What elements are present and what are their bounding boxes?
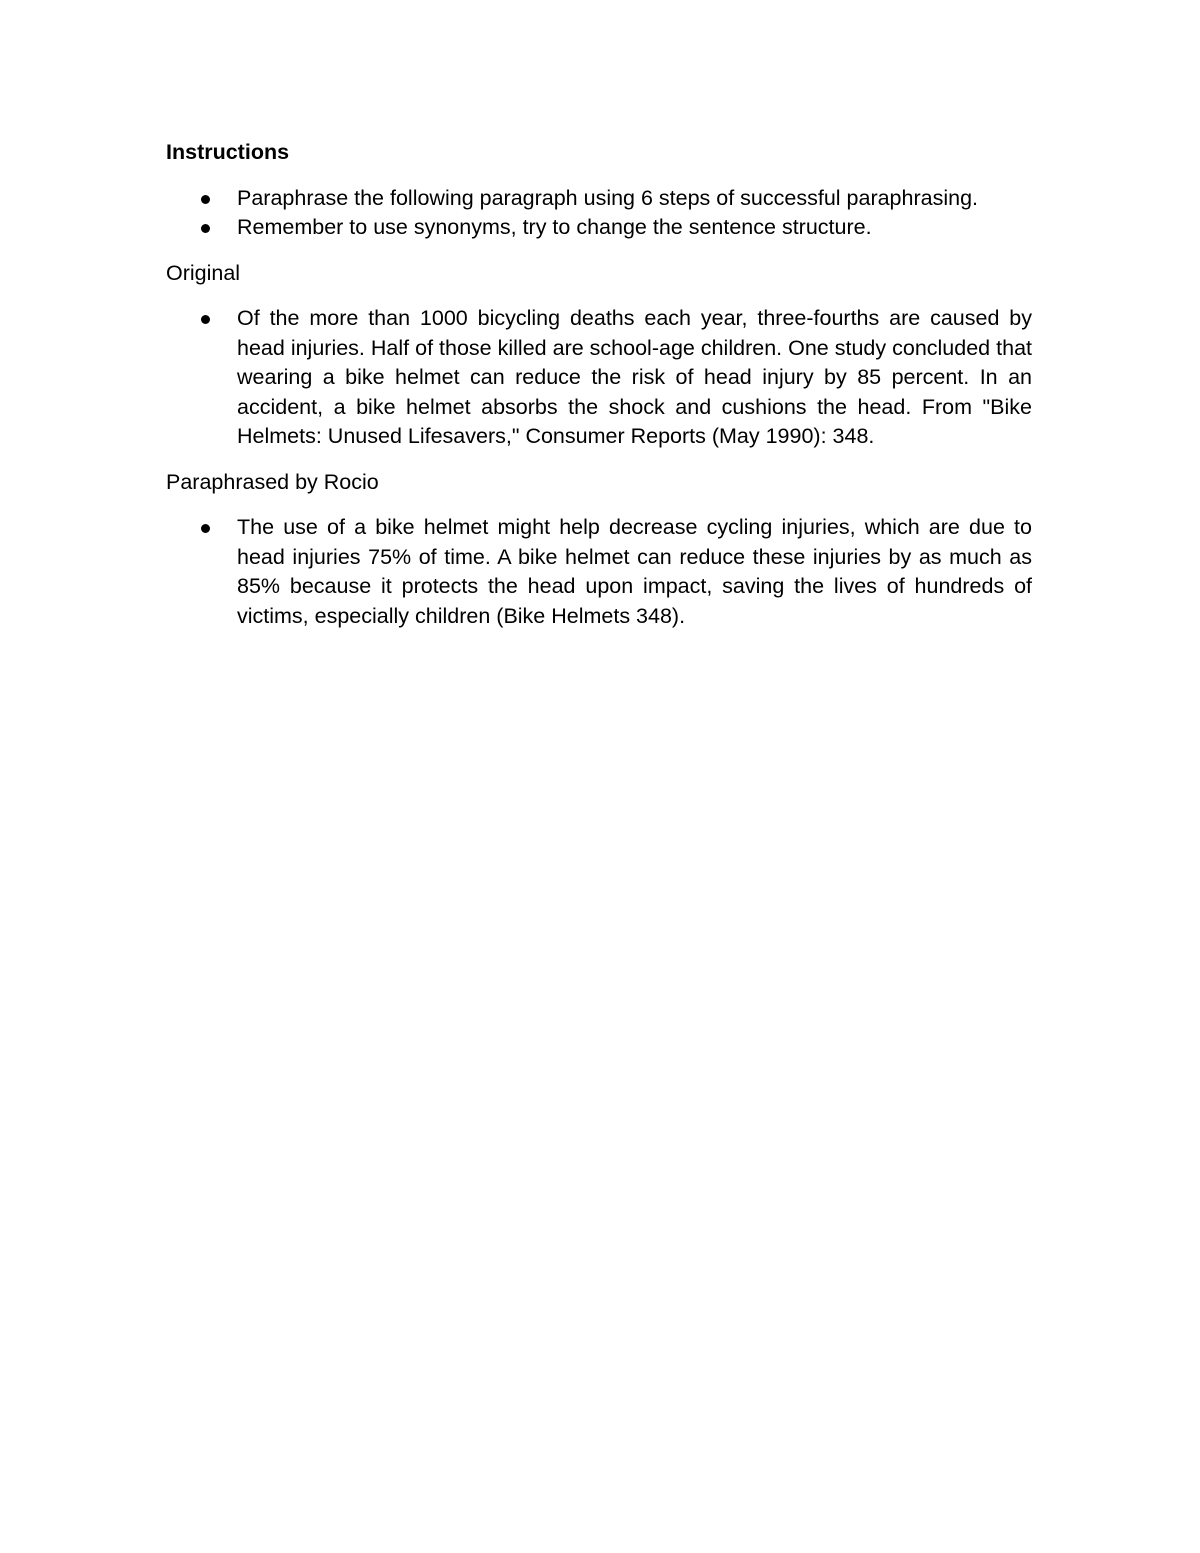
bullet-icon [201, 524, 210, 533]
list-item-text: The use of a bike helmet might help decrease cycling injuries, which are due to head injuries 75% of time. A bike helmet can reduce these injuries by as much as 85% because it protects the head upon impact, saving the lives of hundreds of victims, especially children (Bike Helmets 348). [237, 515, 1032, 628]
spacer [166, 288, 1032, 304]
document-body [166, 138, 1032, 631]
bullet-icon [201, 195, 210, 204]
list-item [166, 213, 1032, 243]
list-item-text: Paraphrase the following paragraph using 6 steps of successful paraphrasing. [237, 185, 979, 210]
spacer [166, 243, 1032, 259]
spacer [166, 452, 1032, 468]
list-item [166, 184, 1032, 214]
paraphrased-heading: Paraphrased by Rocio [166, 469, 379, 494]
list-item [166, 304, 1032, 452]
original-list [166, 304, 1032, 452]
original-heading: Original [166, 260, 241, 285]
bullet-icon [201, 224, 210, 233]
paraphrased-list [166, 513, 1032, 631]
list-item [166, 513, 1032, 631]
spacer [166, 168, 1032, 184]
instructions-heading: Instructions [166, 140, 290, 164]
spacer [166, 497, 1032, 513]
list-item-text: Of the more than 1000 bicycling deaths each year, three-fourths are caused by head injuries. Half of those killed are school-age children. One study concluded that wearing a bike helmet can reduce the risk of head injury by 85 percent. In an accident, a bike helmet absorbs the shock and cushions the head. From "Bike Helmets: Unused Lifesavers," Consumer Reports (May 1990): 348. [237, 306, 1032, 448]
instructions-list [166, 184, 1032, 243]
list-item-text: Remember to use synonyms, try to change the sentence structure. [237, 215, 872, 239]
bullet-icon [201, 315, 210, 324]
